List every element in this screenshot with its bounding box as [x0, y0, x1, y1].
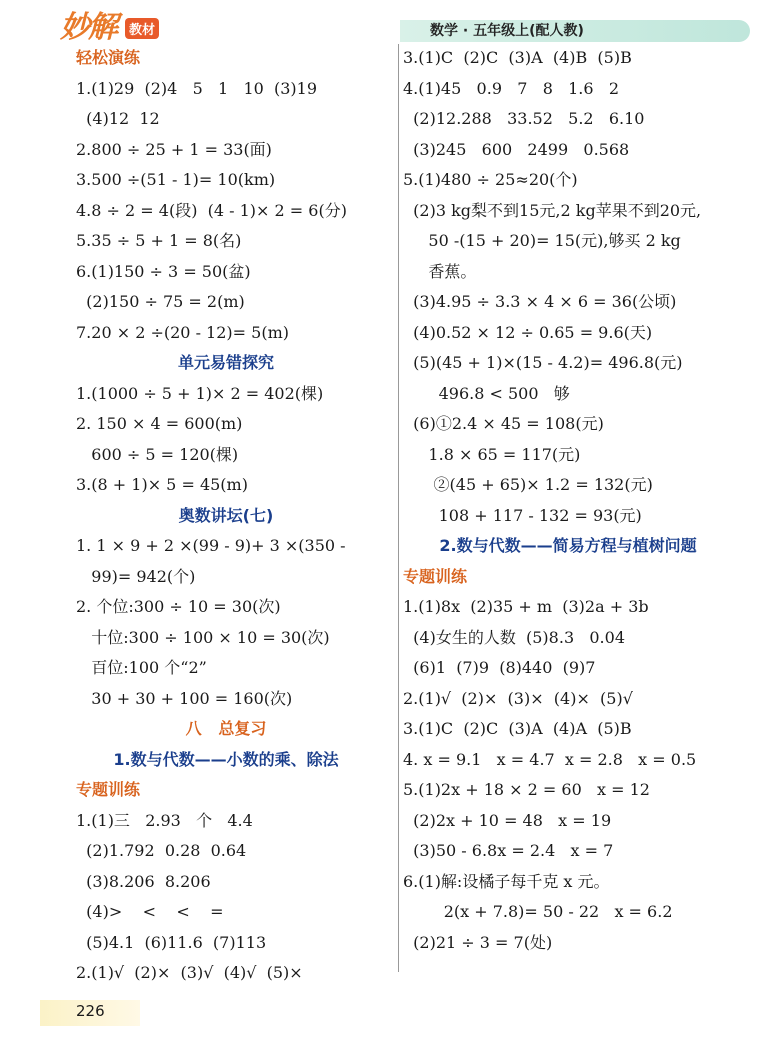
answer-line: (6)①2.4 × 45 = 108(元) [403, 414, 604, 433]
answer-line: 3.(8 + 1)× 5 = 45(m) [76, 475, 248, 494]
answer-line: (2)3 kg梨不到15元,2 kg苹果不到20元, [403, 200, 702, 220]
answer-line: 6.(1)150 ÷ 3 = 50(盆) [76, 261, 251, 281]
answer-line: 1. 1 × 9 + 2 ×(99 - 9)+ 3 ×(350 - [76, 536, 346, 555]
header-subject: 数学 · 五年级上(配人教) [430, 23, 584, 39]
section-heading: 单元易错探究 [177, 353, 274, 372]
column-divider [398, 44, 399, 972]
answer-line: 十位:300 ÷ 100 × 10 = 30(次) [76, 627, 330, 647]
answer-line: (2)2x + 10 = 48 x = 19 [403, 810, 612, 830]
section-heading: 2.数与代数——简易方程与植树问题 [439, 536, 697, 555]
answer-line: 百位:100 个“2” [76, 658, 207, 677]
answer-line: (3)8.206 8.206 [76, 871, 211, 891]
answer-line: 3.(1)C (2)C (3)A (4)B (5)B [403, 48, 632, 67]
answer-line: 1.(1000 ÷ 5 + 1)× 2 = 402(棵) [76, 383, 324, 403]
answer-line: (2)150 ÷ 75 = 2(m) [76, 292, 245, 311]
answer-line: 1.(1)8x (2)35 + m (3)2a + 3b [403, 597, 649, 616]
answer-line: 1.8 × 65 = 117(元) [403, 444, 581, 464]
answer-line: 496.8 < 500 够 [403, 383, 570, 403]
section-heading: 专题训练 [403, 566, 468, 586]
answer-line: 2.(1)√ (2)× (3)√ (4)√ (5)× [76, 963, 303, 982]
answer-line: 香蕉。 [403, 261, 477, 281]
section-heading: 1.数与代数——小数的乘、除法 [113, 749, 339, 769]
page-number: 226 [76, 1002, 105, 1020]
answer-line: 6.(1)解:设橘子每千克 x 元。 [403, 871, 610, 891]
answer-line: (5)(45 + 1)×(15 - 4.2)= 496.8(元) [403, 353, 683, 372]
answer-line: (2)1.792 0.28 0.64 [76, 841, 247, 860]
answer-line: 7.20 × 2 ÷(20 - 12)= 5(m) [76, 322, 289, 342]
answer-line: 2.800 ÷ 25 + 1 = 33(面) [76, 139, 272, 159]
answer-line: (2)21 ÷ 3 = 7(处) [403, 932, 553, 952]
answer-line: 2.(1)√ (2)× (3)× (4)× (5)√ [403, 688, 633, 708]
section-heading: 轻松演练 [76, 48, 141, 67]
answer-line: 3.(1)C (2)C (3)A (4)A (5)B [403, 719, 632, 738]
answer-line: 5.(1)2x + 18 × 2 = 60 x = 12 [403, 780, 650, 799]
answer-line: 108 + 117 - 132 = 93(元) [403, 505, 642, 525]
logo: 妙解 [60, 10, 116, 45]
answer-line: 4.8 ÷ 2 = 4(段) (4 - 1)× 2 = 6(分) [76, 200, 347, 220]
answer-line: 4.(1)45 0.9 7 8 1.6 2 [403, 78, 620, 98]
section-heading: 八 总复习 [185, 719, 267, 738]
answer-line: 600 ÷ 5 = 120(棵) [76, 444, 239, 464]
answer-line: (6)1 (7)9 (8)440 (9)7 [403, 658, 596, 677]
answer-line: 4. x = 9.1 x = 4.7 x = 2.8 x = 0.5 [403, 749, 697, 769]
answer-line: 2(x + 7.8)= 50 - 22 x = 6.2 [403, 902, 673, 921]
answer-line: ②(45 + 65)× 1.2 = 132(元) [403, 475, 653, 494]
logo-badge: 教材 [125, 18, 159, 39]
answer-line: 1.(1)29 (2)4 5 1 10 (3)19 [76, 78, 317, 98]
answer-line: (2)12.288 33.52 5.2 6.10 [403, 109, 645, 128]
answer-line: (4)0.52 × 12 ÷ 0.65 = 9.6(天) [403, 322, 653, 342]
answer-line: (4)女生的人数 (5)8.3 0.04 [403, 627, 626, 647]
answer-line: 2. 个位:300 ÷ 10 = 30(次) [76, 597, 281, 616]
answer-line: 1.(1)三 2.93 个 4.4 [76, 810, 253, 830]
answer-line: 99)= 942(个) [76, 566, 196, 586]
answer-line: 2. 150 × 4 = 600(m) [76, 414, 243, 433]
answer-line: 5.35 ÷ 5 + 1 = 8(名) [76, 231, 242, 250]
answer-line: 30 + 30 + 100 = 160(次) [76, 688, 293, 708]
answer-line: (3)50 - 6.8x = 2.4 x = 7 [403, 841, 614, 860]
answer-line: (4)12 12 [76, 109, 160, 128]
section-heading: 专题训练 [76, 780, 141, 799]
answer-line: 50 -(15 + 20)= 15(元),够买 2 kg [403, 231, 681, 250]
answer-line: (4)> < < = [76, 902, 224, 921]
answer-line: (3)245 600 2499 0.568 [403, 139, 630, 159]
answer-line: 3.500 ÷(51 - 1)= 10(km) [76, 170, 276, 189]
answer-line: (3)4.95 ÷ 3.3 × 4 × 6 = 36(公顷) [403, 292, 677, 311]
section-heading: 奥数讲坛(七) [178, 505, 274, 525]
answer-line: 5.(1)480 ÷ 25≈20(个) [403, 170, 578, 189]
answer-line: (5)4.1 (6)11.6 (7)113 [76, 932, 267, 952]
